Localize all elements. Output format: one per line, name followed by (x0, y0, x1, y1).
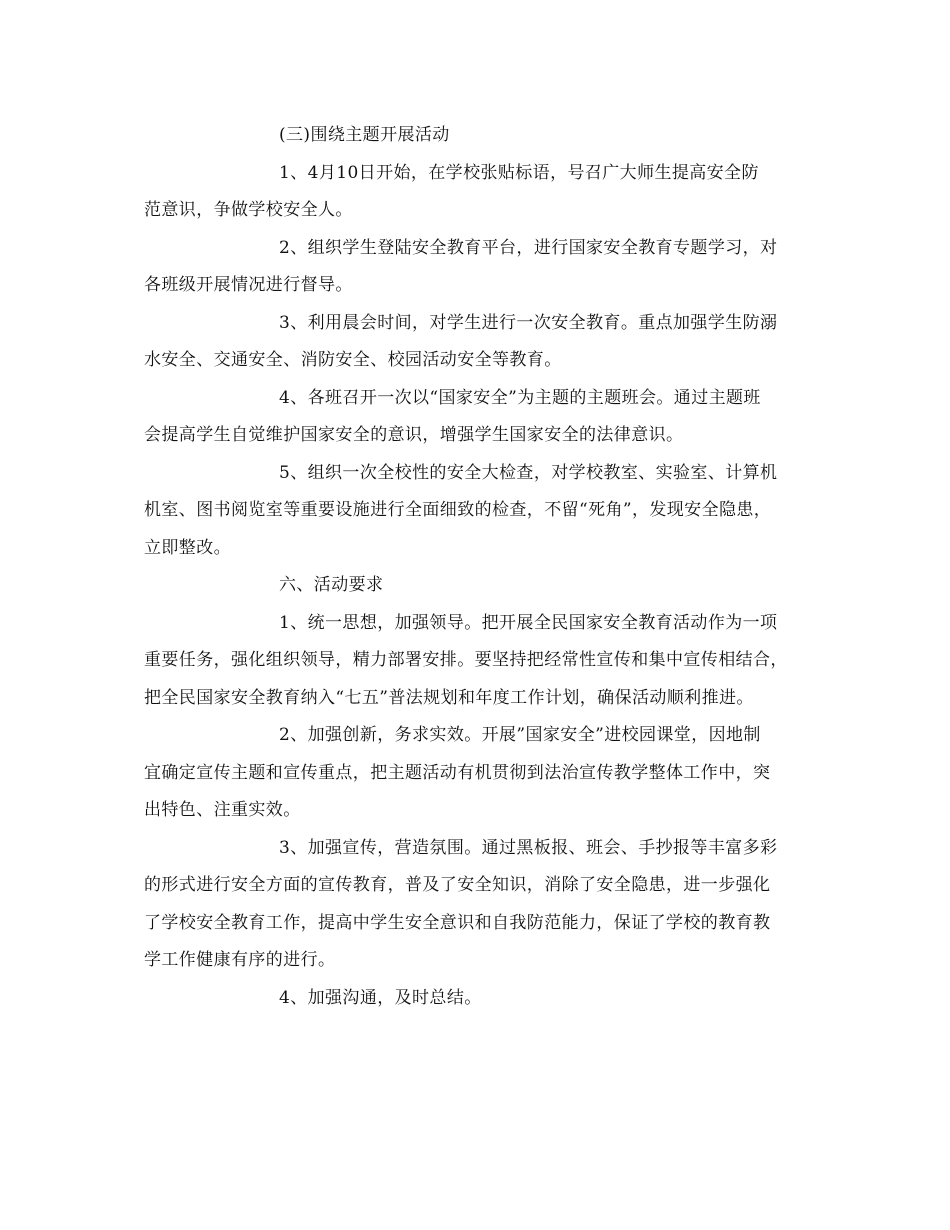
requirement-3-line-3: 了学校安全教育工作，提高中学生安全意识和自我防范能力，保证了学校的教育教 (144, 912, 771, 933)
paragraph-5-line-3: 立即整改。 (144, 537, 231, 558)
section-heading-activities: (三)围绕主题开展活动 (279, 125, 450, 145)
section-heading-requirements: 六、活动要求 (279, 575, 384, 595)
requirement-1-line-3: 把全民国家安全教育纳入“七五”普法规划和年度工作计划，确保活动顺利推进。 (144, 687, 754, 708)
requirement-3-line-2: 的形式进行安全方面的宣传教育，普及了安全知识，消除了安全隐患，进一步强化 (144, 875, 771, 895)
paragraph-4-line-2: 会提高学生自觉维护国家安全的意识，增强学生国家安全的法律意识。 (144, 425, 684, 445)
requirement-3-line-1: 3、加强宣传，营造氛围。通过黑板报、班会、手抄报等丰富多彩 (279, 837, 778, 858)
paragraph-2-line-2: 各班级开展情况进行督导。 (144, 275, 353, 295)
paragraph-3-line-2: 水安全、交通安全、消防安全、校园活动安全等教育。 (144, 350, 562, 370)
requirement-2-line-3: 出特色、注重实效。 (144, 800, 301, 820)
requirement-2-line-2: 宜确定宣传主题和宣传重点，把主题活动有机贯彻到法治宣传教学整体工作中，突 (144, 762, 771, 783)
paragraph-4-line-1: 4、各班召开一次以“国家安全”为主题的主题班会。通过主题班 (279, 387, 761, 408)
requirement-2-line-1: 2、加强创新，务求实效。开展”国家安全”进校园课堂，因地制 (279, 725, 761, 745)
paragraph-1-line-1: 1、4月10日开始，在学校张贴标语，号召广大师生提高安全防 (279, 162, 759, 183)
requirement-4-line-1: 4、加强沟通，及时总结。 (279, 987, 482, 1008)
paragraph-5-line-2: 机室、图书阅览室等重要设施进行全面细致的检查，不留“死角”，发现安全隐患， (144, 500, 772, 520)
paragraph-3-line-1: 3、利用晨会时间，对学生进行一次安全教育。重点加强学生防溺 (279, 312, 778, 333)
requirement-3-line-4: 学工作健康有序的进行。 (144, 950, 336, 970)
paragraph-5-line-1: 5、组织一次全校性的安全大检查，对学校教室、实验室、计算机 (279, 462, 778, 483)
document-body (144, 117, 824, 1017)
paragraph-1-line-2: 范意识，争做学校安全人。 (144, 200, 353, 220)
requirement-1-line-2: 重要任务，强化组织领导，精力部署安排。要坚持把经常性宣传和集中宣传相结合， (144, 650, 788, 670)
paragraph-2-line-1: 2、组织学生登陆安全教育平台，进行国家安全教育专题学习，对 (279, 237, 778, 258)
requirement-1-line-1: 1、统一思想，加强领导。把开展全民国家安全教育活动作为一项 (279, 612, 778, 633)
